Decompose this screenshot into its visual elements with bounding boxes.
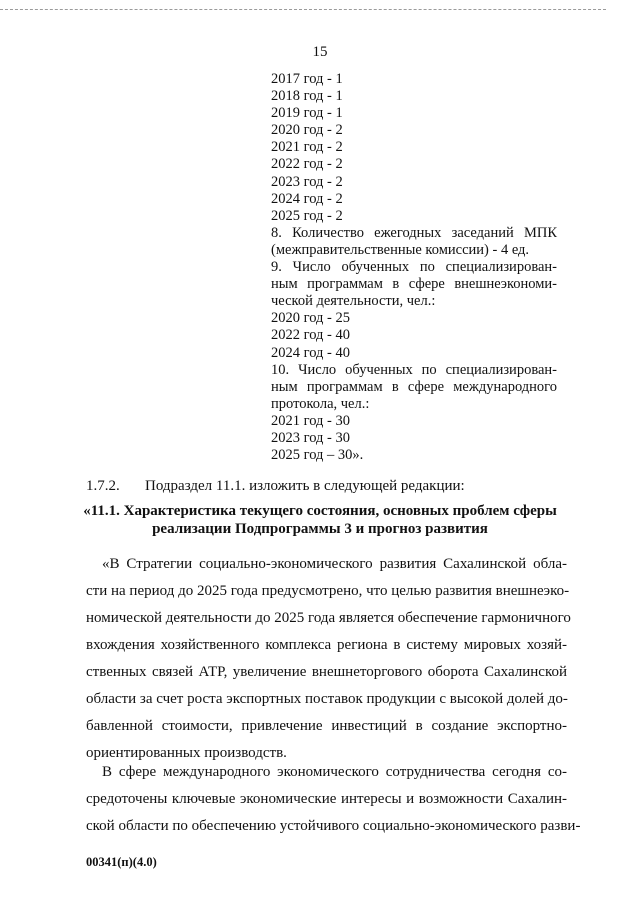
- indicator-line: протокола, чел.:: [271, 395, 370, 412]
- paragraph-line: В сфере международного экономического сотрудничества сегодня со-: [102, 764, 567, 780]
- indicator-line: 2020 год - 2: [271, 122, 343, 139]
- item-number: 1.7.2.: [86, 478, 120, 494]
- indicator-line: 2023 год - 2: [271, 173, 343, 190]
- indicator-line: 2019 год - 1: [271, 105, 343, 122]
- amendment-item: [86, 478, 465, 495]
- document-code: 00341(п)(4.0): [86, 855, 157, 869]
- indicator-line: 2024 год - 40: [271, 344, 350, 361]
- paragraph-line: сти на период до 2025 года предусмотрено, что целью развития внешнеэко-: [86, 583, 570, 599]
- indicator-line: 2018 год - 1: [271, 88, 343, 105]
- indicator-line: 2020 год - 25: [271, 310, 350, 327]
- paragraph-line: ориентированных производств.: [86, 745, 287, 761]
- scan-edge-line: [0, 9, 606, 10]
- indicator-line: 2017 год - 1: [271, 71, 343, 87]
- indicator-line: 9. Число обученных по специализирован-: [271, 259, 557, 276]
- indicator-line: ным программам в сфере внешнеэкономи-: [271, 276, 557, 293]
- paragraph-line: «В Стратегии социально-экономического развития Сахалинской обла-: [102, 556, 567, 572]
- indicator-line: 2024 год - 2: [271, 190, 343, 207]
- paragraph-strategy: [86, 551, 571, 767]
- paragraph-line: номической деятельности до 2025 года является обеспечение гармоничного: [86, 610, 571, 626]
- section-title-line: «11.1. Характеристика текущего состояния, основных проблем сферы: [83, 503, 557, 519]
- indicator-line: 10. Число обученных по специализирован-: [271, 361, 557, 378]
- indicator-line: 2021 год - 2: [271, 139, 343, 156]
- item-text: Подраздел 11.1. изложить в следующей редакции:: [145, 478, 465, 494]
- indicator-line: (межправительственные комиссии) - 4 ед.: [271, 241, 530, 258]
- paragraph-line: вхождения хозяйственного комплекса региона в систему мировых хозяй-: [86, 637, 567, 653]
- paragraph-line: ственных связей АТР, увеличение внешнеторгового оборота Сахалинской: [86, 664, 567, 680]
- indicator-list: [271, 71, 557, 464]
- section-title: [70, 502, 570, 538]
- indicator-line: 2025 год – 30».: [271, 447, 364, 464]
- section-title-line: реализации Подпрограммы 3 и прогноз развития: [152, 521, 488, 537]
- paragraph-line: ской области по обеспечению устойчивого социально-экономического разви-: [86, 818, 581, 834]
- indicator-line: 2022 год - 40: [271, 327, 350, 344]
- paragraph-line: области за счет роста экспортных поставок продукции с высокой долей до-: [86, 691, 568, 707]
- paragraph-line: средоточены ключевые экономические интересы и возможности Сахалин-: [86, 791, 567, 807]
- indicator-line: 2021 год - 30: [271, 412, 350, 429]
- indicator-line: 2022 год - 2: [271, 156, 343, 173]
- indicator-line: 2025 год - 2: [271, 207, 343, 224]
- indicator-line: ным программам в сфере международного: [271, 378, 557, 395]
- indicator-line: 8. Количество ежегодных заседаний МПК: [271, 224, 557, 241]
- paragraph-line: бавленной стоимости, привлечение инвестиций в создание экспортно-: [86, 718, 567, 734]
- indicator-line: ческой деятельности, чел.:: [271, 293, 436, 310]
- indicator-line: 2023 год - 30: [271, 429, 350, 446]
- paragraph-cooperation: [86, 759, 581, 840]
- page-number: 15: [312, 44, 328, 60]
